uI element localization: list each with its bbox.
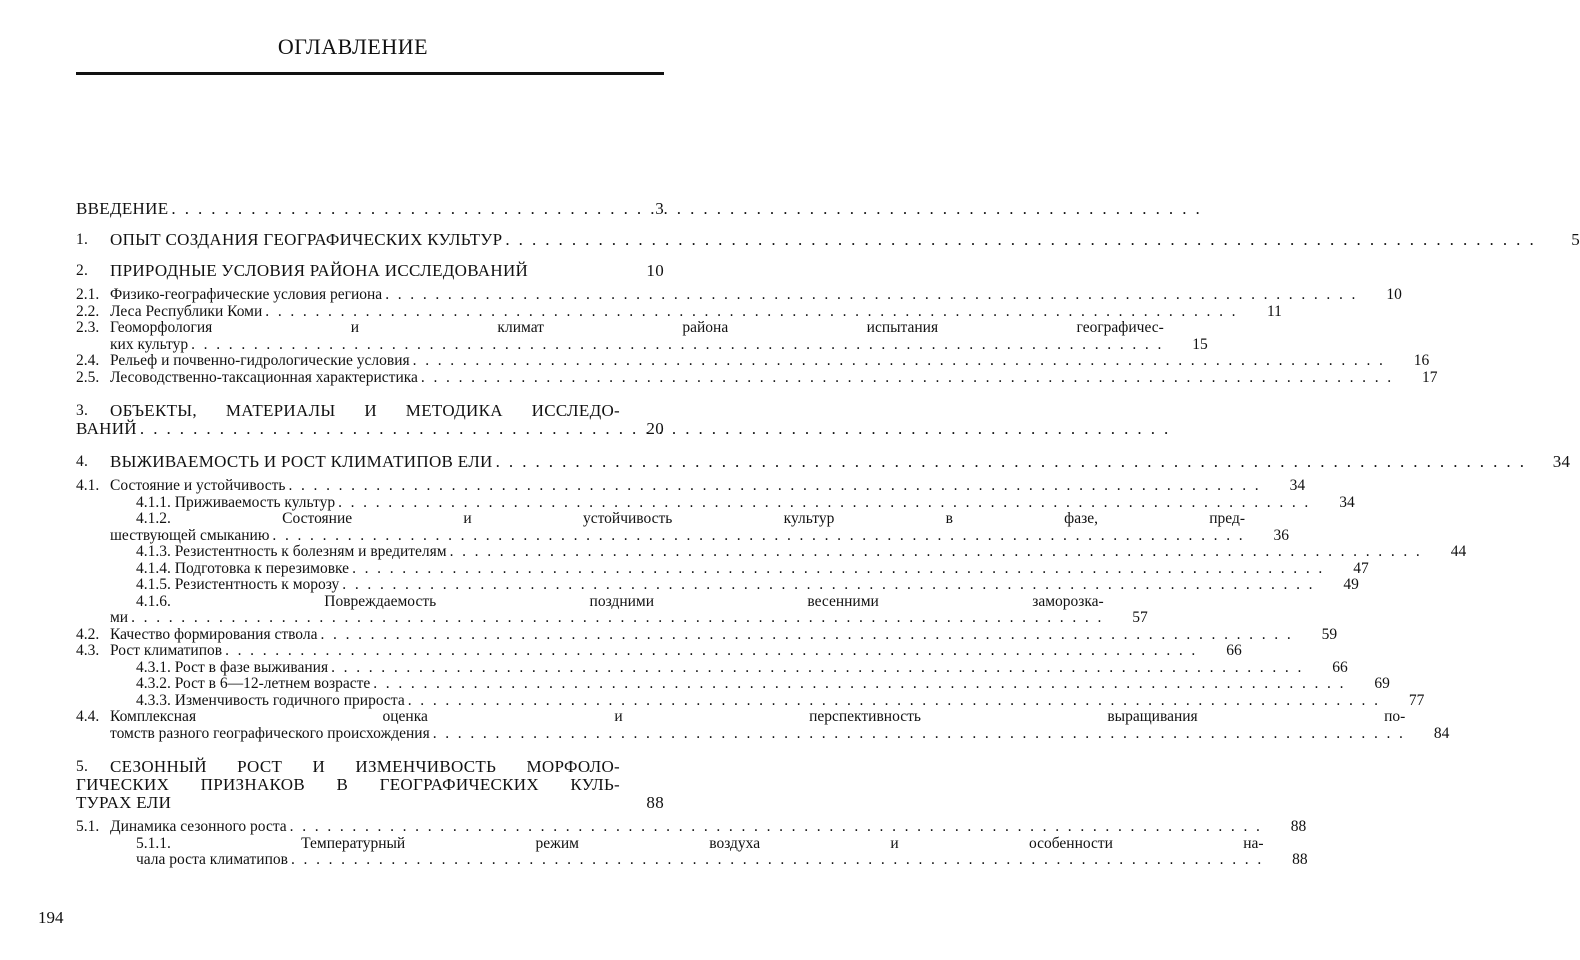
leader-dots	[131, 610, 1104, 627]
toc-entry-introduction	[76, 200, 664, 217]
toc-entry-number: 4.4.	[76, 708, 100, 725]
toc-page-number: 10	[646, 261, 664, 280]
page-number: 194	[38, 908, 64, 927]
toc-entry-chapter-2	[76, 262, 664, 279]
toc-entry-number: 2.2.	[76, 302, 100, 320]
leader-dots	[342, 577, 1315, 594]
toc-entry-text-line1: 4.1.6. Повреждаемость поздними весенними заморозка-	[136, 592, 1104, 610]
leader-dots	[505, 231, 1536, 248]
leader-dots	[331, 660, 1304, 677]
toc-entry-text: 4.3.1. Рост в фазе выживания	[136, 658, 329, 676]
toc-page-number: 17	[1422, 368, 1438, 386]
toc-entry-number: 2.4.	[76, 352, 100, 369]
toc-entry-section-2-4	[76, 352, 1430, 370]
toc-entry-number: 5.1.	[76, 818, 100, 835]
leader-dots	[413, 353, 1386, 370]
toc-page-number: 16	[1413, 352, 1430, 369]
page-title: ОГЛАВЛЕНИЕ	[277, 34, 429, 59]
toc-entry-number: 2.	[76, 262, 89, 279]
leader-dots	[265, 304, 1238, 321]
leader-dots	[288, 478, 1261, 495]
toc-entry-section-4-3	[76, 642, 1242, 660]
toc-entry-text: Леса Республики Коми	[110, 302, 263, 320]
leader-dots	[290, 819, 1263, 836]
toc-entry-chapter-1	[76, 230, 1580, 249]
leader-dots	[421, 370, 1394, 387]
toc-page-number: 69	[1374, 675, 1390, 692]
toc-page-number: 10	[1386, 286, 1402, 303]
toc-page-number: 88	[1290, 818, 1307, 835]
toc-page-number: 57	[1132, 609, 1148, 626]
toc-entry-section-2-3	[76, 319, 1208, 353]
toc-entry-text: ТУРАХ ЕЛИ	[76, 793, 172, 812]
toc-entry-subsection-4-1-2	[76, 510, 1290, 544]
toc-entry-section-2-5	[76, 368, 1438, 387]
toc-entry-chapter-4	[76, 452, 1571, 471]
toc-page-number: 11	[1266, 302, 1282, 320]
toc-entry-chapter-5	[76, 758, 664, 775]
toc-entry-text: Лесоводственно-таксационная характеристика	[110, 368, 418, 386]
leader-dots	[433, 726, 1406, 743]
toc-entry-section-4-2	[76, 625, 1338, 644]
leader-dots	[352, 561, 1325, 578]
leader-dots	[140, 420, 1171, 437]
toc-page-number: 47	[1353, 559, 1369, 577]
toc-entry-chapter-5-line2	[76, 776, 664, 793]
toc-entry-section-2-2	[76, 302, 1282, 321]
toc-page-number: 66	[1332, 658, 1348, 676]
toc-page-number: 77	[1408, 691, 1425, 709]
toc-entry-subsection-5-1-1	[76, 834, 1308, 869]
toc-entry-number: 1.	[76, 231, 89, 248]
leader-dots	[225, 643, 1198, 660]
toc-entry-text: Динамика сезонного роста	[110, 818, 287, 835]
toc-page-number: 34	[1339, 493, 1355, 511]
table-of-contents	[76, 199, 1580, 869]
leader-dots	[291, 852, 1264, 869]
toc-entry-text: Рост климатипов	[110, 642, 223, 659]
leader-dots	[496, 453, 1527, 470]
toc-entry-text: 4.1.3. Резистентность к болезням и вредителям	[136, 543, 447, 560]
toc-entry-text-line1: ОБЪЕКТЫ, МАТЕРИАЛЫ И МЕТОДИКА ИССЛЕДО-	[110, 401, 620, 420]
toc-entry-text: 4.1.1. Приживаемость культур	[136, 493, 336, 511]
toc-entry-number: 2.3.	[76, 319, 100, 336]
toc-entry-text: Физико-географические условия региона	[110, 286, 383, 303]
toc-entry-text: 4.3.3. Изменчивость годичного прироста	[136, 691, 405, 709]
leader-dots	[272, 528, 1245, 545]
toc-entry-text: 4.1.4. Подготовка к перезимовке	[136, 559, 350, 577]
toc-page-number: 34	[1289, 477, 1306, 494]
leader-dots	[373, 676, 1346, 693]
toc-entry-text: Рельеф и почвенно-гидрологические условия	[110, 352, 410, 369]
toc-entry-number: 4.2.	[76, 625, 100, 643]
toc-entry-text: ми	[110, 609, 129, 626]
toc-entry-subsection-4-1-6	[76, 592, 1148, 627]
toc-entry-text: шествующей смыканию	[110, 526, 270, 544]
toc-entry-number: 2.5.	[76, 368, 100, 386]
toc-page-number: 36	[1273, 526, 1290, 544]
toc-entry-text: 4.3.2. Рост в 6—12-летнем возрасте	[136, 675, 371, 692]
toc-page-number: 66	[1226, 642, 1242, 659]
toc-page-number: 49	[1343, 576, 1359, 593]
toc-entry-subsection-4-3-3	[76, 691, 1425, 710]
leader-dots	[385, 287, 1358, 304]
toc-entry-subsection-4-1-5	[76, 576, 1359, 594]
toc-entry-text: ких культур	[110, 335, 189, 353]
toc-page-number: 88	[646, 793, 664, 812]
leader-dots	[408, 693, 1381, 710]
toc-entry-text: чала роста климатипов	[136, 851, 288, 868]
toc-page-number: 5	[1571, 230, 1580, 249]
toc-entry-text-line1: Комплексная оценка и перспективность выращивания по-	[110, 708, 1406, 725]
toc-entry-subsection-4-1-4	[76, 559, 1369, 578]
toc-entry-text: ВВЕДЕНИЕ	[76, 199, 169, 218]
toc-page-number: 34	[1552, 452, 1571, 471]
leader-dots	[450, 544, 1423, 561]
toc-page-number: 88	[1292, 851, 1308, 868]
toc-entry-text-line1: СЕЗОННЫЙ РОСТ И ИЗМЕНЧИВОСТЬ МОРФОЛО-	[110, 757, 620, 776]
toc-entry-section-4-1	[76, 477, 1306, 495]
leader-dots	[171, 200, 1202, 217]
toc-entry-text: ПРИРОДНЫЕ УСЛОВИЯ РАЙОНА ИССЛЕДОВАНИЙ	[110, 261, 529, 280]
toc-page-number: 59	[1321, 625, 1338, 643]
toc-entry-number: 5.	[76, 758, 89, 775]
leader-dots	[320, 627, 1293, 644]
toc-entry-text-line1: 5.1.1. Температурный режим воздуха и особенности на-	[136, 834, 1264, 852]
toc-page-number: 20	[646, 419, 664, 438]
leader-dots	[191, 337, 1164, 354]
toc-entry-text: Состояние и устойчивость	[110, 477, 286, 494]
toc-entry-subsection-4-3-1	[76, 658, 1348, 677]
toc-entry-subsection-4-3-2	[76, 675, 1390, 693]
toc-entry-chapter-5-cont	[76, 794, 664, 811]
toc-entry-text-line1: Геоморфология и климат района испытания географичес-	[110, 319, 1164, 336]
toc-page-number: 15	[1192, 335, 1208, 353]
toc-entry-text: Качество формирования ствола	[110, 625, 318, 643]
toc-entry-text: ВАНИЙ	[76, 419, 137, 438]
toc-page-number: 84	[1433, 724, 1450, 742]
toc-entry-number: 4.3.	[76, 642, 100, 659]
toc-entry-text-line1: 4.1.2. Состояние и устойчивость культур в фазе, пред-	[136, 510, 1246, 527]
toc-entry-subsection-4-1-3	[76, 543, 1467, 561]
toc-entry-section-4-4	[76, 708, 1450, 742]
toc-entry-number: 4.	[76, 453, 89, 470]
toc-entry-section-5-1	[76, 818, 1307, 836]
toc-entry-text: 4.1.5. Резистентность к морозу	[136, 576, 340, 593]
toc-entry-subsection-4-1-1	[76, 493, 1355, 512]
toc-page-number: 3	[655, 199, 664, 218]
toc-entry-number: 3.	[76, 402, 89, 419]
toc-entry-number: 4.1.	[76, 477, 100, 494]
toc-entry-number: 2.1.	[76, 286, 100, 303]
toc-entry-chapter-3	[76, 402, 664, 419]
leader-dots	[338, 495, 1311, 512]
toc-entry-text-line2: ГИЧЕСКИХ ПРИЗНАКОВ В ГЕОГРАФИЧЕСКИХ КУЛЬ-	[76, 775, 620, 794]
title-rule	[76, 72, 664, 75]
toc-entry-section-2-1	[76, 286, 1402, 304]
toc-entry-chapter-3-cont	[76, 420, 664, 437]
toc-entry-text: ВЫЖИВАЕМОСТЬ И РОСТ КЛИМАТИПОВ ЕЛИ	[110, 452, 493, 471]
toc-entry-text: ОПЫТ СОЗДАНИЯ ГЕОГРАФИЧЕСКИХ КУЛЬТУР	[110, 230, 503, 249]
toc-entry-text: томств разного географического происхождения	[110, 724, 430, 742]
toc-page-number: 44	[1450, 543, 1467, 560]
